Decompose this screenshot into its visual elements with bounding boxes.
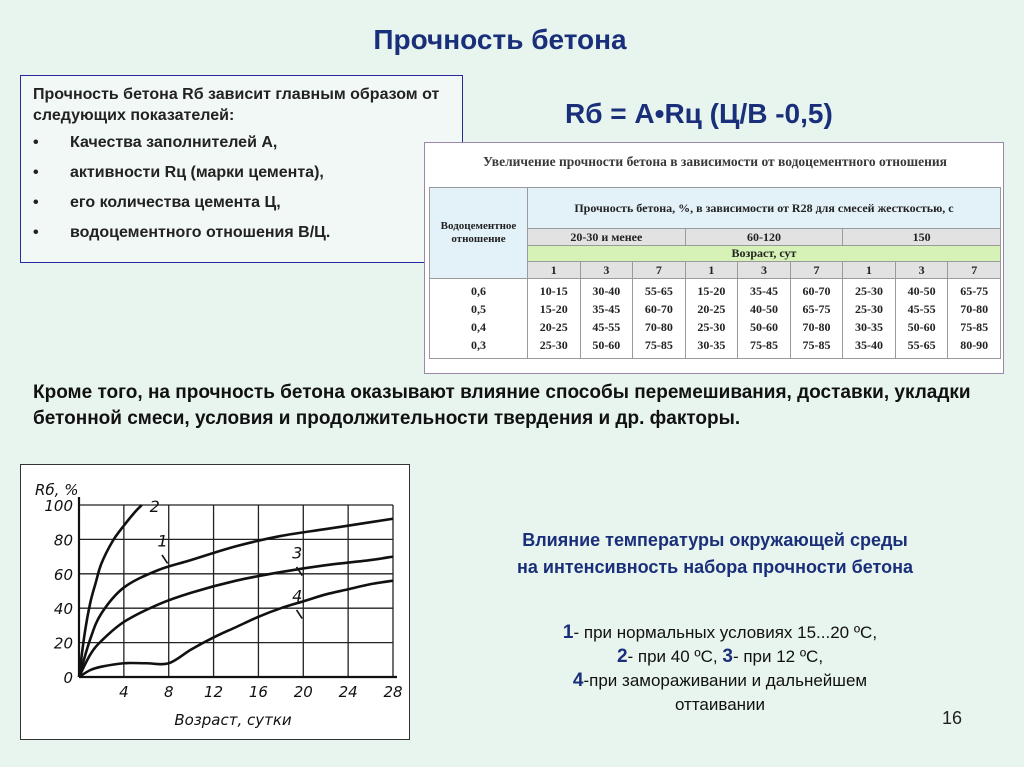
y-tick-label: 60 — [53, 565, 73, 584]
strength-formula: Rб = A•Rц (Ц/В -0,5) — [565, 98, 833, 129]
chart-legend — [460, 621, 980, 717]
data-column — [633, 279, 686, 359]
table-cell: 15-20 — [697, 284, 726, 298]
x-tick-label: 4 — [119, 683, 129, 701]
x-tick-label: 20 — [293, 683, 313, 701]
bullet-icon: • — [33, 164, 39, 181]
row-header-cell: Водоцементное отношение — [430, 188, 528, 279]
series-label: 3 — [292, 543, 303, 563]
legend-text: -при замораживании и дальнейшем — [583, 671, 868, 690]
chart-subtitle-line: Влияние температуры окружающей среды — [522, 530, 908, 550]
table-cell: 75-85 — [644, 338, 673, 352]
day-header: 7 — [948, 262, 1001, 279]
table-cell: 25-30 — [697, 320, 726, 334]
series-label: 1 — [157, 531, 168, 551]
chart-xlabel: Возраст, сутки — [174, 711, 292, 729]
data-column — [685, 279, 738, 359]
table-cell: 70-80 — [802, 320, 831, 334]
table-cell: 35-45 — [592, 302, 621, 316]
strength-table — [429, 187, 1001, 359]
slide-title: Прочность бетона — [373, 24, 627, 55]
y-tick-label: 0 — [63, 669, 73, 687]
table-cell: 25-30 — [855, 302, 884, 316]
table-cell: 40-50 — [749, 302, 778, 316]
day-header: 1 — [528, 262, 581, 279]
age-header: Возраст, сут — [528, 246, 1001, 262]
table-cell: 65-75 — [960, 284, 989, 298]
legend-line — [460, 645, 980, 669]
y-tick-label: 40 — [53, 600, 73, 619]
y-tick-label: 100 — [44, 497, 73, 515]
table-data-row — [430, 279, 1001, 359]
series-line-2 — [79, 505, 142, 677]
x-tick-label: 12 — [204, 683, 224, 701]
bullet-icon: • — [33, 194, 39, 211]
chart-subtitle-line: на интенсивность набора прочности бетона — [517, 557, 913, 577]
stiffness-header: 60-120 — [685, 229, 843, 246]
wc-value: 0,5 — [471, 302, 486, 316]
strength-table-figure — [424, 142, 1004, 374]
table-cell: 60-70 — [644, 302, 673, 316]
table-cell: 30-35 — [697, 338, 726, 352]
table-cell: 60-70 — [802, 284, 831, 298]
table-cell: 45-55 — [907, 302, 936, 316]
series-line-4 — [79, 581, 393, 677]
data-column — [528, 279, 581, 359]
table-cell: 30-35 — [855, 320, 884, 334]
table-caption: Увеличение прочности бетона в зависимости от водоцементного отношения — [483, 154, 947, 169]
x-tick-label: 24 — [338, 683, 358, 701]
data-column — [895, 279, 948, 359]
legend-text: - при 12 ºС, — [732, 647, 824, 666]
bullet-icon: • — [33, 134, 39, 151]
legend-text: - при 40 ºС, — [627, 647, 718, 666]
legend-number: 2 — [616, 646, 628, 667]
series-line-3 — [79, 557, 393, 677]
day-header: 1 — [843, 262, 896, 279]
y-tick-label: 20 — [53, 634, 73, 653]
table-cell: 35-40 — [855, 338, 884, 352]
label-leader — [162, 555, 168, 564]
day-header: 3 — [895, 262, 948, 279]
day-header: 3 — [738, 262, 791, 279]
chart-canvas — [21, 465, 409, 739]
influence-paragraph: Кроме того, на прочность бетона оказывают влияние способы перемешивания, доставки, укладки бетонной смеси, условия и продолжительности твердения и др. факторы. — [33, 382, 971, 429]
table-cell: 10-15 — [539, 284, 568, 298]
table-cell: 50-60 — [592, 338, 621, 352]
series-line-1 — [79, 519, 393, 677]
table-cell: 50-60 — [907, 320, 936, 334]
wc-value: 0,4 — [471, 320, 486, 334]
chart-subtitle — [455, 527, 975, 581]
x-tick-label: 16 — [248, 683, 268, 701]
table-cell: 55-65 — [907, 338, 936, 352]
wc-column — [430, 279, 528, 359]
series-label: 4 — [292, 586, 303, 606]
table-cell: 30-40 — [592, 284, 621, 298]
table-cell: 35-45 — [749, 284, 778, 298]
wc-value: 0,6 — [471, 284, 486, 298]
series-label: 2 — [149, 496, 160, 516]
table-cell: 20-25 — [539, 320, 568, 334]
x-tick-label: 8 — [163, 683, 174, 701]
day-header: 7 — [790, 262, 843, 279]
table-cell: 55-65 — [644, 284, 673, 298]
x-tick-label: 28 — [383, 683, 403, 701]
factors-box — [20, 75, 463, 263]
day-header: 7 — [633, 262, 686, 279]
factors-intro: Прочность бетона Rб зависит главным образом от следующих показателей: — [33, 86, 440, 124]
data-column — [843, 279, 896, 359]
table-cell: 70-80 — [644, 320, 673, 334]
factor-text: его количества цемента Ц, — [70, 194, 281, 211]
legend-line — [460, 621, 980, 645]
y-tick-label: 80 — [53, 531, 73, 550]
page-number: 16 — [942, 708, 963, 728]
table-cell: 15-20 — [539, 302, 568, 316]
stiffness-header: 20-30 и менее — [528, 229, 686, 246]
chart-ylabel: Rб, % — [35, 481, 79, 499]
table-cell: 80-90 — [960, 338, 989, 352]
data-column — [790, 279, 843, 359]
table-cell: 40-50 — [907, 284, 936, 298]
wc-value: 0,3 — [471, 338, 486, 352]
data-column — [948, 279, 1001, 359]
legend-text: - при нормальных условиях 15...20 ºС, — [573, 623, 878, 642]
day-header: 3 — [580, 262, 633, 279]
data-column — [738, 279, 791, 359]
legend-line — [460, 669, 980, 693]
data-column — [580, 279, 633, 359]
legend-line: оттаивании — [674, 695, 766, 714]
factors-list — [33, 133, 452, 243]
table-cell: 45-55 — [592, 320, 621, 334]
factor-text: активности Rц (марки цемента), — [70, 164, 324, 181]
strength-chart — [20, 464, 410, 740]
legend-number: 3 — [722, 646, 733, 667]
factor-item — [33, 223, 452, 243]
factor-item — [33, 133, 452, 153]
table-cell: 75-85 — [749, 338, 778, 352]
table-cell: 65-75 — [802, 302, 831, 316]
day-header: 1 — [685, 262, 738, 279]
factor-item — [33, 193, 452, 213]
factor-text: водоцементного отношения В/Ц. — [70, 224, 331, 241]
table-cell: 75-85 — [802, 338, 831, 352]
legend-number: 4 — [572, 670, 584, 691]
factor-item — [33, 163, 452, 183]
stiffness-header: 150 — [843, 229, 1001, 246]
bullet-icon: • — [33, 224, 39, 241]
table-cell: 75-85 — [960, 320, 989, 334]
legend-number: 1 — [562, 622, 574, 643]
group-header-cell: Прочность бетона, %, в зависимости от R28 для смесей жесткостью, с — [528, 188, 1001, 229]
table-cell: 50-60 — [749, 320, 778, 334]
table-cell: 25-30 — [855, 284, 884, 298]
table-cell: 20-25 — [697, 302, 726, 316]
table-cell: 25-30 — [539, 338, 568, 352]
factor-text: Качества заполнителей А, — [70, 134, 278, 151]
label-leader — [297, 610, 303, 619]
table-cell: 70-80 — [960, 302, 989, 316]
